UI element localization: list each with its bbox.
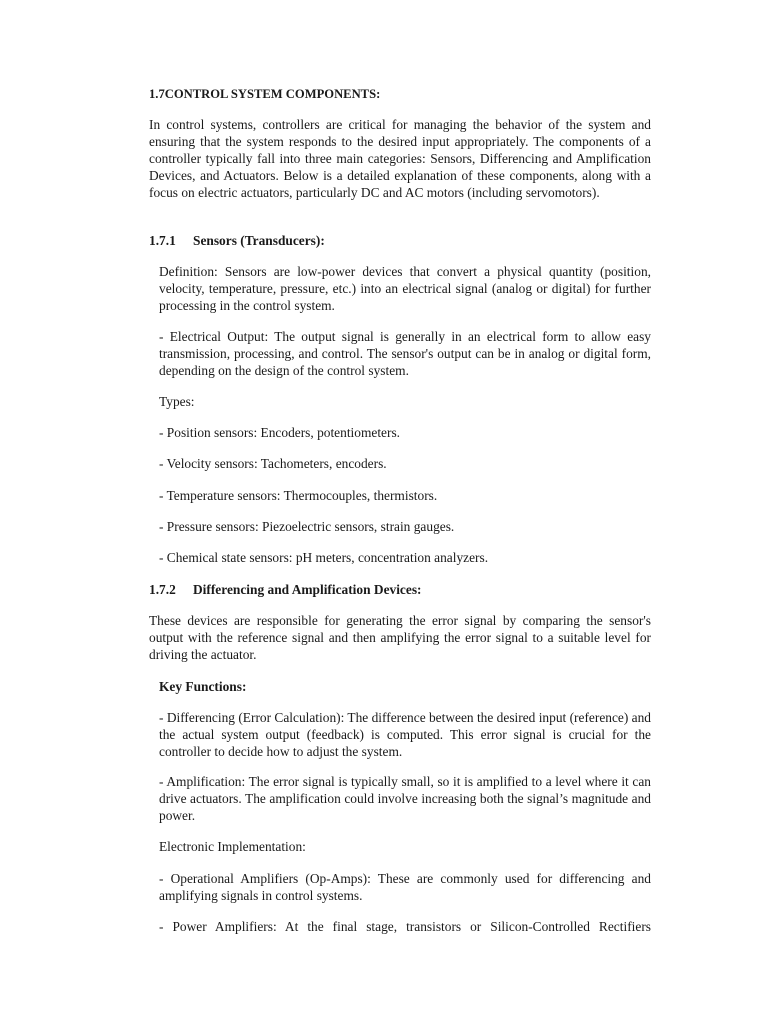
sensor-type-item: - Pressure sensors: Piezoelectric sensors, strain gauges. [159, 519, 455, 534]
sensors-heading [149, 232, 651, 249]
power-amplifiers-paragraph: - Power Amplifiers: At the final stage, transistors or Silicon-Controlled Rectifiers [159, 919, 651, 934]
opamps-paragraph: - Operational Amplifiers (Op-Amps): These are commonly used for differencing and amplifying signals in control systems. [159, 871, 651, 903]
key-functions-label: Key Functions: [159, 679, 247, 694]
amplification-paragraph: - Amplification: The error signal is typically small, so it is amplified to a level where it can drive actuators. The amplification could involve increasing both the signal’s magnitude and power. [159, 774, 651, 823]
electronic-implementation-label: Electronic Implementation: [159, 839, 306, 854]
sensors-heading-number: 1.7.1 [149, 233, 176, 248]
differencing-heading-title: Differencing and Amplification Devices: [193, 582, 422, 597]
sensor-type-item: - Position sensors: Encoders, potentiometers. [159, 425, 400, 440]
section-intro-paragraph: In control systems, controllers are critical for managing the behavior of the system and ensuring that the system responds to the desired input appropriately. The components of a controller typically fall into three main categories: Sensors, Differencing and Amplification Devices, and Actuators. Below is a detailed explanation of these components, along with a focus on electric actuators, particularly DC and AC motors (including servomotors). [149, 117, 651, 200]
differencing-heading [149, 581, 651, 598]
sensor-type-item: - Temperature sensors: Thermocouples, thermistors. [159, 488, 438, 503]
sensor-type-item: - Chemical state sensors: pH meters, concentration analyzers. [159, 550, 489, 565]
sensor-type-item: - Velocity sensors: Tachometers, encoders. [159, 456, 387, 471]
sensors-definition-paragraph: Definition: Sensors are low-power devices that convert a physical quantity (position, velocity, temperature, pressure, etc.) into an electrical signal (analog or digital) for further processing in the control system. [159, 264, 651, 313]
sensors-types-label: Types: [159, 394, 195, 409]
sensors-heading-title: Sensors (Transducers): [193, 233, 325, 248]
sensors-electrical-output-paragraph: - Electrical Output: The output signal is generally in an electrical form to allow easy transmission, processing, and control. The sensor's output can be in analog or digital form, depending on the design of the control system. [159, 329, 651, 378]
differencing-intro-paragraph: These devices are responsible for generating the error signal by comparing the sensor's output with the reference signal and then amplifying the error signal to a suitable level for driving the actuator. [149, 613, 651, 662]
differencing-error-paragraph: - Differencing (Error Calculation): The difference between the desired input (reference) and the actual system output (feedback) is computed. This error signal is crucial for the controller to decide how to adjust the system. [159, 710, 651, 759]
differencing-heading-number: 1.7.2 [149, 582, 176, 597]
section-title: 1.7CONTROL SYSTEM COMPONENTS: [149, 87, 381, 101]
